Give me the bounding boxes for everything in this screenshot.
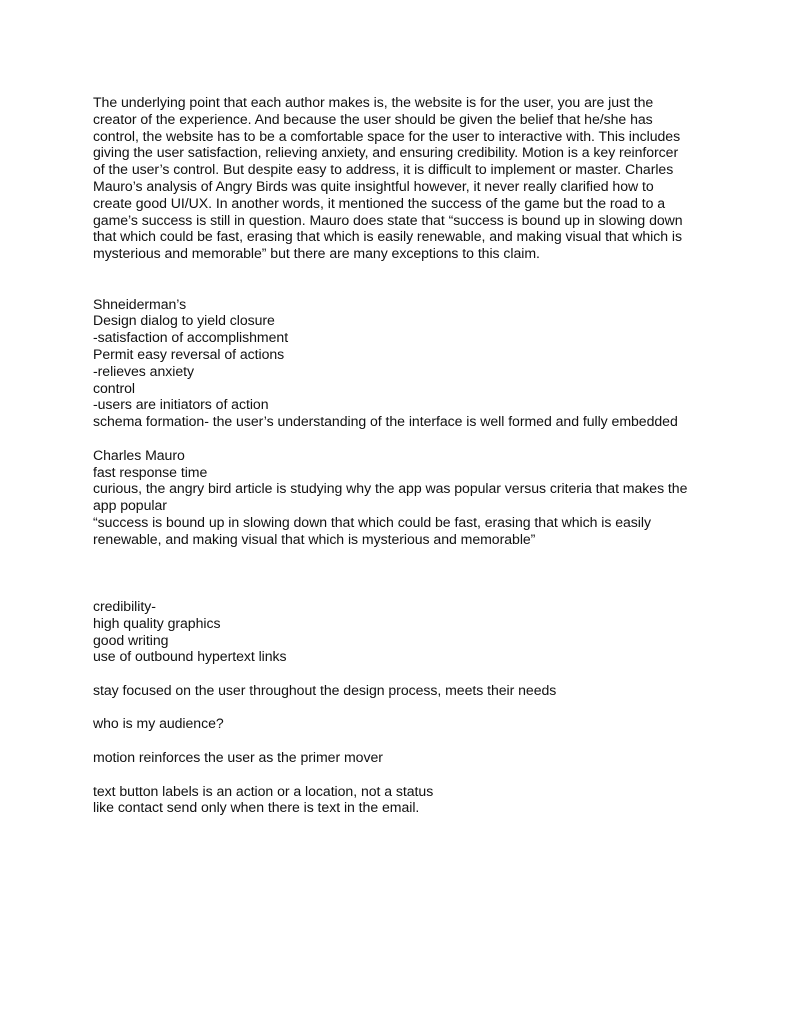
- shneiderman-notes: [93, 296, 713, 430]
- text-line: giving the user satisfaction, relieving anxiety, and ensuring credibility. Motion is a key reinforcer: [93, 144, 679, 161]
- blank-line: [93, 581, 713, 598]
- motion-note: motion reinforces the user as the primer mover: [93, 749, 383, 766]
- note-line: -satisfaction of accomplishment: [93, 329, 289, 346]
- blank-line: [93, 262, 713, 279]
- notes-heading: credibility-: [93, 597, 156, 614]
- note-line: use of outbound hypertext links: [93, 648, 287, 665]
- text-line: creator of the experience. And because the user should be given the belief that he/she has: [93, 110, 653, 127]
- blank-line: [93, 564, 713, 581]
- note-line: fast response time: [93, 463, 208, 480]
- blank-line: [93, 548, 713, 565]
- text-line: that which could be fast, erasing that which is easily renewable, and making visual that which is: [93, 228, 682, 245]
- note-line: Permit easy reversal of actions: [93, 345, 285, 362]
- text-line: create good UI/UX. In another words, it mentioned the success of the game but the road to a: [93, 194, 666, 211]
- notes-heading: Charles Mauro: [93, 446, 185, 463]
- focus-note: stay focused on the user throughout the design process, meets their needs: [93, 681, 557, 698]
- blank-line: [93, 430, 713, 447]
- mauro-notes: [93, 447, 713, 548]
- note-line: like contact send only when there is text in the email.: [93, 799, 420, 816]
- note-line: “success is bound up in slowing down that which could be fast, erasing that which is easily: [93, 513, 651, 530]
- text-line: control, the website has to be a comfortable space for the user to interactive with. This includes: [93, 127, 681, 144]
- text-line: The underlying point that each author makes is, the website is for the user, you are just the: [93, 94, 654, 110]
- blank-line: [93, 732, 713, 749]
- blank-line: [93, 665, 713, 682]
- text-line: mysterious and memorable” but there are many exceptions to this claim.: [93, 245, 540, 262]
- note-line: schema formation- the user’s understanding of the interface is well formed and fully embedded: [93, 413, 678, 430]
- note-line: -relieves anxiety: [93, 362, 194, 379]
- note-line: curious, the angry bird article is studying why the app was popular versus criteria that makes the: [93, 480, 688, 497]
- button-notes: [93, 783, 713, 817]
- audience-note: who is my audience?: [93, 715, 224, 732]
- note-line: Design dialog to yield closure: [93, 312, 275, 329]
- note-line: -users are initiators of action: [93, 396, 269, 413]
- blank-line: [93, 279, 713, 296]
- text-line: Mauro’s analysis of Angry Birds was quite insightful however, it never really clarified how to: [93, 177, 654, 194]
- intro-paragraph: [93, 94, 713, 262]
- note-line: renewable, and making visual that which is mysterious and memorable”: [93, 530, 536, 547]
- note-line: high quality graphics: [93, 614, 221, 631]
- text-line: game’s success is still in question. Mauro does state that “success is bound up in slowing down: [93, 211, 683, 228]
- document-page: [93, 94, 713, 816]
- blank-line: [93, 766, 713, 783]
- note-line: control: [93, 379, 135, 396]
- note-line: good writing: [93, 631, 169, 648]
- note-line: text button labels is an action or a location, not a status: [93, 782, 434, 799]
- notes-heading: Shneiderman’s: [93, 295, 187, 312]
- blank-line: [93, 699, 713, 716]
- credibility-notes: [93, 598, 713, 665]
- text-line: of the user’s control. But despite easy to address, it is difficult to implement or master. Charles: [93, 161, 674, 178]
- note-line: app popular: [93, 497, 167, 514]
